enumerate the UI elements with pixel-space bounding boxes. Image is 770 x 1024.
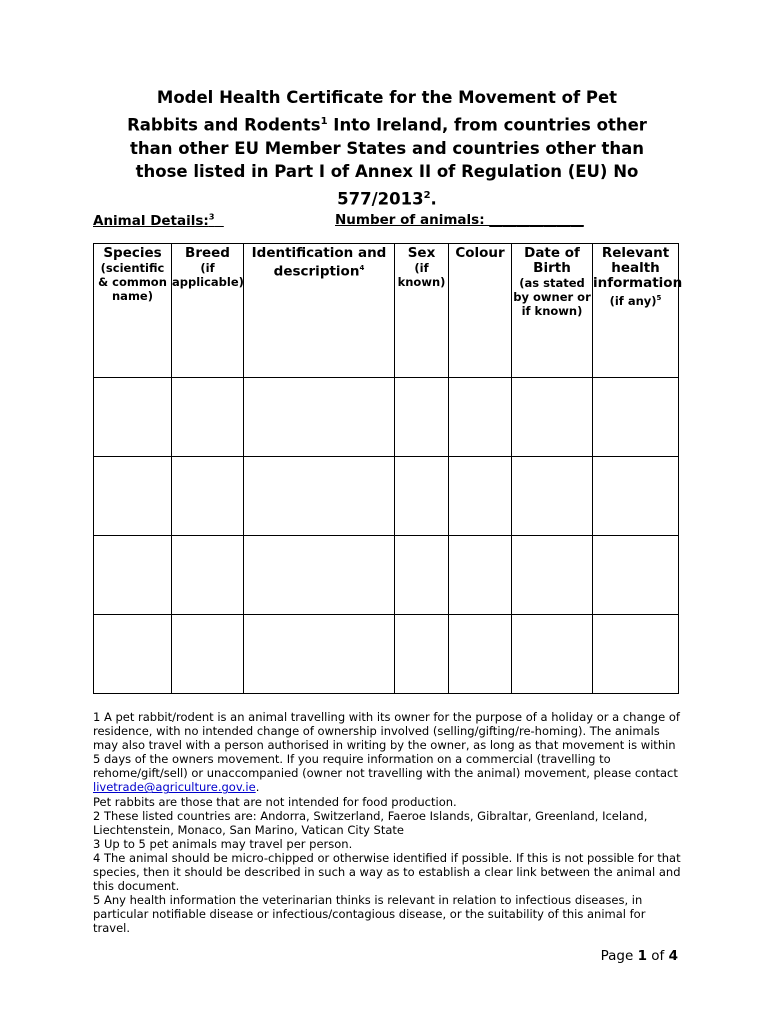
sex-cell[interactable] bbox=[395, 378, 449, 457]
colour-cell[interactable] bbox=[449, 615, 512, 694]
health-info-cell[interactable] bbox=[593, 457, 679, 536]
colour-cell[interactable] bbox=[449, 378, 512, 457]
sex-cell[interactable] bbox=[395, 536, 449, 615]
footnote-1: 1 A pet rabbit/rodent is an animal travelling with its owner for the purpose of a holiday or a change of residence, with no intended change of ownership involved (selling/gifting/re-homing). The animals may also travel with a person authorised in writing by the owner, as long as that movement is within 5 days of the owners movement. If you require information on a commercial (travelling to rehome/gift/sell) or unaccompanied (owner not travelling with the animal) movement, please contact livetrade@agriculture.gov.ie. bbox=[93, 710, 680, 795]
animal-details-label: Animal Details:$^3$ bbox=[93, 212, 215, 229]
title-line-5: 577/2013$^2$. bbox=[337, 189, 437, 208]
sex-cell[interactable] bbox=[395, 615, 449, 694]
breed-cell[interactable] bbox=[172, 378, 244, 457]
header-date-of-birth: Date of Birth (as stated by owner or if known) bbox=[512, 244, 593, 378]
identification-cell[interactable] bbox=[244, 615, 395, 694]
title-line-2: Rabbits and Rodents$^1$ Into Ireland, from countries other bbox=[127, 115, 647, 134]
date-of-birth-cell[interactable] bbox=[512, 457, 593, 536]
breed-cell[interactable] bbox=[172, 457, 244, 536]
footnote-ref-2: 2 bbox=[423, 189, 431, 201]
health-info-cell[interactable] bbox=[593, 378, 679, 457]
document-title bbox=[92, 86, 682, 211]
footnotes bbox=[93, 710, 683, 936]
footnote-1-continued: Pet rabbits are those that are not intended for food production. bbox=[93, 794, 457, 809]
species-cell[interactable] bbox=[94, 615, 172, 694]
footnote-4: 4 The animal should be micro-chipped or otherwise identified if possible. If this is not possible for that species, then it should be described in such a way as to establish a clear link between the animal and this document. bbox=[93, 850, 681, 894]
table-header-row bbox=[94, 244, 679, 378]
table-row bbox=[94, 536, 679, 615]
sex-cell[interactable] bbox=[395, 457, 449, 536]
footnote-3: 3 Up to 5 pet animals may travel per person. bbox=[93, 836, 353, 851]
footnote-ref-3: 3 bbox=[208, 212, 215, 221]
header-breed: Breed (if applicable) bbox=[172, 244, 244, 378]
contact-email-link[interactable]: livetrade@agriculture.gov.ie bbox=[93, 780, 256, 795]
title-line-1: Model Health Certificate for the Movement of Pet bbox=[156, 88, 618, 107]
species-cell[interactable] bbox=[94, 457, 172, 536]
header-identification: Identification and description$^4$ bbox=[244, 244, 395, 378]
animal-table bbox=[93, 243, 683, 694]
health-info-cell[interactable] bbox=[593, 536, 679, 615]
page-number: Page 1 of 4 bbox=[600, 948, 678, 964]
breed-cell[interactable] bbox=[172, 536, 244, 615]
date-of-birth-cell[interactable] bbox=[512, 615, 593, 694]
footnote-2: 2 These listed countries are: Andorra, Switzerland, Faeroe Islands, Gibraltar, Greenland, Iceland, Liechtenstein, Monaco, San Marino, Vatican City State bbox=[93, 808, 648, 837]
header-species: Species (scientific & common name) bbox=[94, 244, 172, 378]
colour-cell[interactable] bbox=[449, 457, 512, 536]
health-info-cell[interactable] bbox=[593, 615, 679, 694]
number-of-animals-label: Number of animals: ______________ bbox=[335, 212, 584, 228]
species-cell[interactable] bbox=[94, 536, 172, 615]
table-row bbox=[94, 457, 679, 536]
table-row bbox=[94, 378, 679, 457]
header-sex: Sex (if known) bbox=[395, 244, 449, 378]
table-row bbox=[94, 615, 679, 694]
identification-cell[interactable] bbox=[244, 457, 395, 536]
identification-cell[interactable] bbox=[244, 536, 395, 615]
header-health-info: Relevant health information (if any)$^5$ bbox=[593, 244, 679, 378]
header-colour: Colour bbox=[449, 244, 512, 378]
breed-cell[interactable] bbox=[172, 615, 244, 694]
title-line-3: than other EU Member States and countries other than bbox=[130, 138, 644, 158]
footnote-5: 5 Any health information the veterinarian thinks is relevant in relation to infectious diseases, in particular notifiable disease or infectious/contagious disease, or the suitability of this animal for travel. bbox=[93, 893, 646, 936]
date-of-birth-cell[interactable] bbox=[512, 378, 593, 457]
species-cell[interactable] bbox=[94, 378, 172, 457]
footnote-ref-1: 1 bbox=[320, 115, 328, 127]
date-of-birth-cell[interactable] bbox=[512, 536, 593, 615]
title-line-4: those listed in Part I of Annex II of Regulation (EU) No bbox=[135, 162, 639, 181]
colour-cell[interactable] bbox=[449, 536, 512, 615]
identification-cell[interactable] bbox=[244, 378, 395, 457]
